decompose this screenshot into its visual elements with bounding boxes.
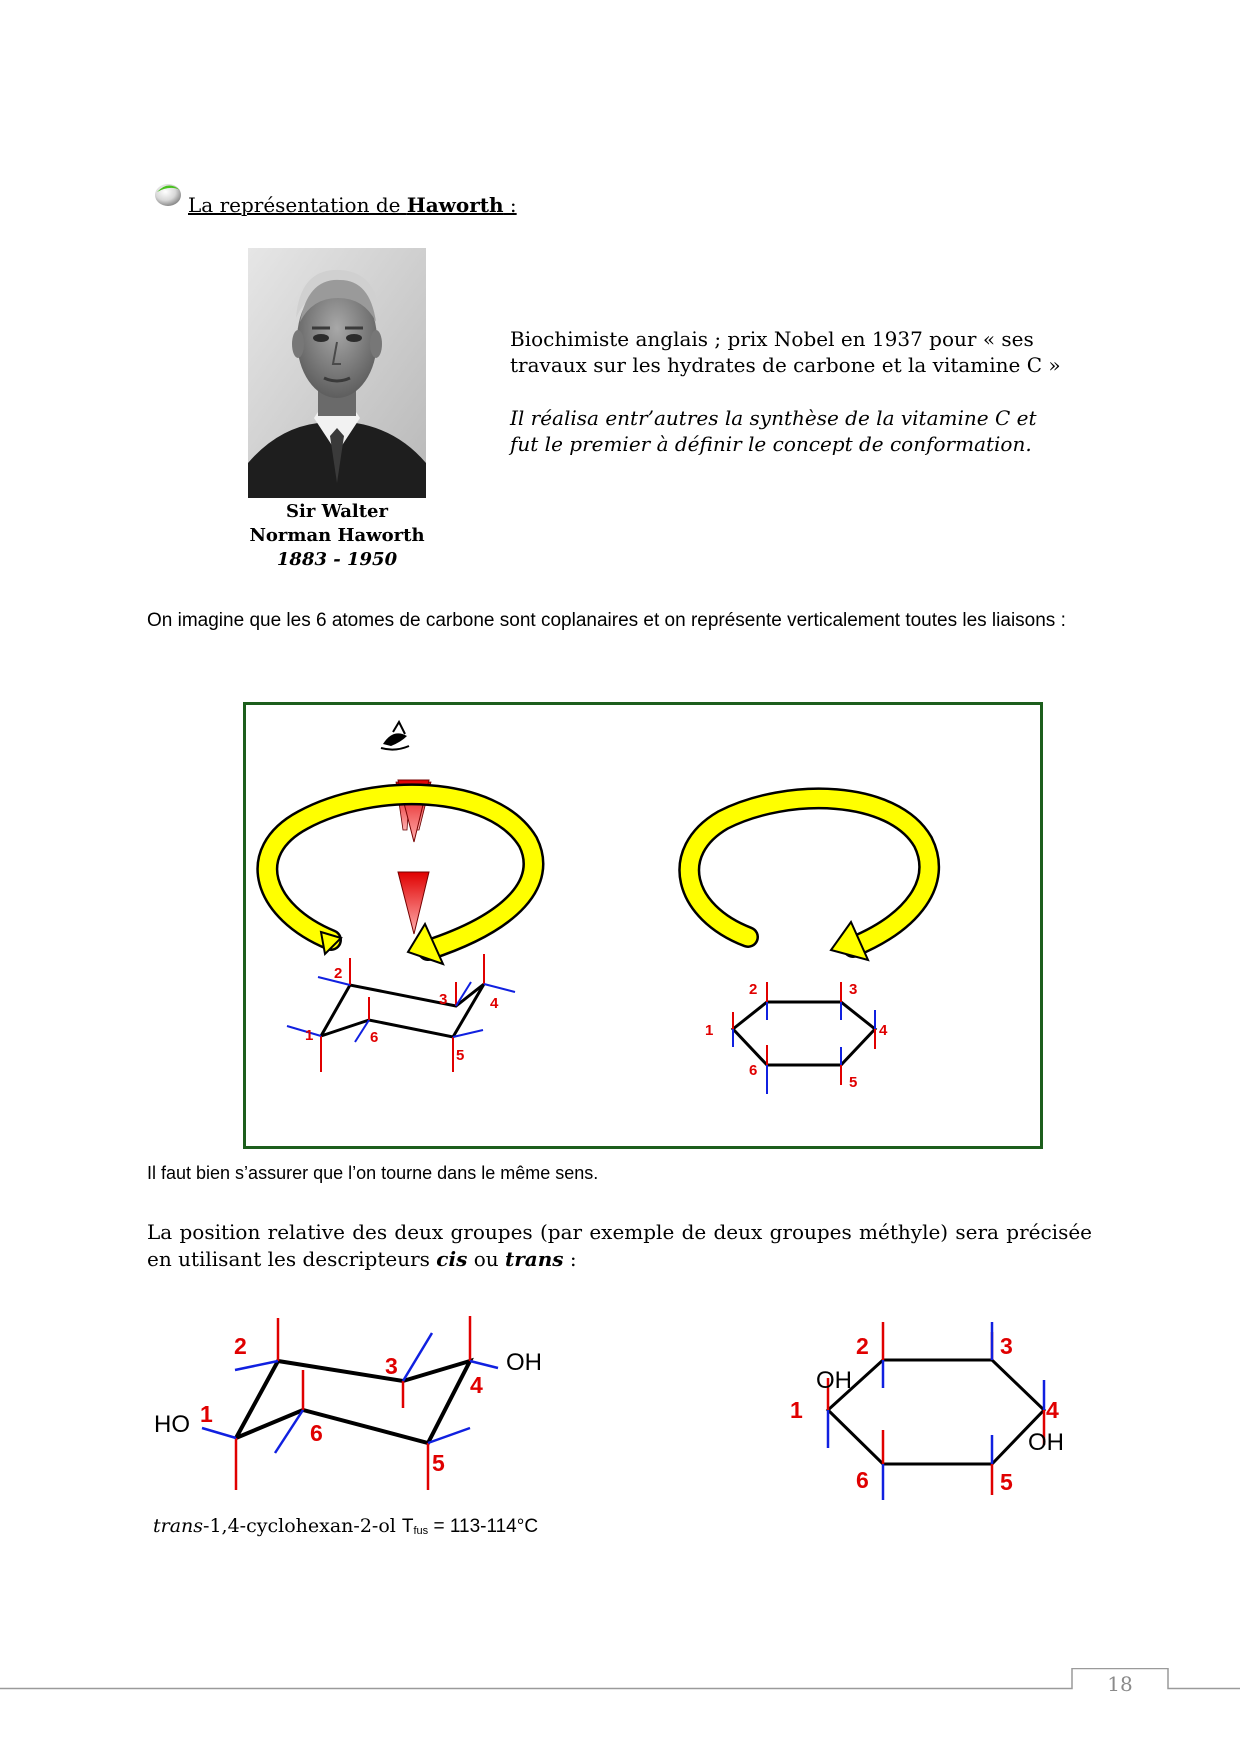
fig1-left-label-1: 1 bbox=[305, 1027, 314, 1044]
molcap-value: = 113-114°C bbox=[428, 1516, 539, 1537]
haworth-molecule bbox=[780, 1310, 1080, 1500]
page-footer bbox=[0, 1668, 1240, 1728]
fig1-right-label-4: 4 bbox=[879, 1022, 888, 1039]
bullet-icon bbox=[152, 178, 184, 208]
fig1-left-label-2: 2 bbox=[334, 965, 343, 982]
molcap-t: T bbox=[401, 1516, 414, 1537]
haworth-group-bottom: OH bbox=[1028, 1429, 1064, 1456]
hexagon-ring bbox=[828, 1360, 1044, 1464]
fig1-right-label-5: 5 bbox=[849, 1074, 858, 1091]
chair-group-right: OH bbox=[506, 1349, 542, 1376]
caption-line1: Sir Walter bbox=[286, 501, 388, 522]
molecule-caption bbox=[153, 1515, 538, 1538]
caption-years: 1883 - 1950 bbox=[276, 549, 398, 570]
para3-text2: ou bbox=[467, 1247, 505, 1271]
bio-line2: Il réalisa entr’autres la synthèse de la vitamine C et fut le premier à définir le concept de conformation. bbox=[510, 406, 1037, 456]
trans-term: trans bbox=[504, 1247, 564, 1271]
section-title bbox=[188, 193, 517, 217]
fig1-right-label-2: 2 bbox=[749, 981, 758, 998]
para3-text3: : bbox=[563, 1247, 577, 1271]
haworth-portrait bbox=[248, 248, 426, 498]
chair-ring bbox=[236, 1361, 470, 1443]
paragraph-coplanar: On imagine que les 6 atomes de carbone sont coplanaires et on représente verticalement toutes les liaisons : bbox=[147, 610, 1066, 631]
chair-label-4: 4 bbox=[470, 1372, 483, 1398]
bio-line1: Biochimiste anglais ; prix Nobel en 1937 pour « ses travaux sur les hydrates de carbone et la vitamine C » bbox=[510, 327, 1061, 377]
molcap-name: -1,4-cyclohexan-2-ol bbox=[203, 1515, 402, 1537]
paragraph-cis-trans bbox=[147, 1219, 1092, 1273]
para3-text1: La position relative des deux groupes (par exemple de deux groupes méthyle) sera précisée en utilisant les descripteurs bbox=[147, 1220, 1092, 1271]
fig1-left-label-3: 3 bbox=[439, 991, 448, 1008]
title-name: Haworth bbox=[406, 193, 504, 217]
fig1-right-label-1: 1 bbox=[705, 1022, 714, 1039]
chair-molecule bbox=[150, 1298, 570, 1498]
haworth-label-2: 2 bbox=[856, 1333, 869, 1359]
haworth-label-4: 4 bbox=[1046, 1397, 1059, 1423]
title-suffix: : bbox=[503, 193, 517, 217]
chair-label-5: 5 bbox=[432, 1450, 445, 1476]
haworth-label-5: 5 bbox=[1000, 1469, 1013, 1495]
molcap-trans: trans bbox=[153, 1515, 204, 1537]
haworth-label-3: 3 bbox=[1000, 1333, 1013, 1359]
haworth-figure bbox=[243, 702, 1043, 1149]
cis-term: cis bbox=[436, 1247, 468, 1271]
chair-label-2: 2 bbox=[234, 1333, 247, 1359]
haworth-label-6: 6 bbox=[856, 1467, 869, 1493]
paragraph-same-direction: Il faut bien s’assurer que l’on tourne dans le même sens. bbox=[147, 1163, 599, 1183]
fig1-right-label-3: 3 bbox=[849, 981, 858, 998]
fig1-left-label-4: 4 bbox=[490, 995, 499, 1012]
chair-label-1: 1 bbox=[200, 1401, 213, 1427]
title-prefix: La représentation de bbox=[188, 193, 407, 217]
haworth-label-1: 1 bbox=[790, 1397, 803, 1423]
bio-text bbox=[510, 326, 1070, 457]
caption-line2: Norman Haworth bbox=[249, 525, 425, 546]
chair-group-left: HO bbox=[154, 1411, 190, 1438]
chair-label-6: 6 bbox=[310, 1420, 323, 1446]
fig1-left-label-6: 6 bbox=[370, 1029, 379, 1046]
haworth-group-top: OH bbox=[816, 1367, 852, 1394]
molcap-fus: fus bbox=[413, 1525, 429, 1537]
chair-label-3: 3 bbox=[385, 1353, 398, 1379]
portrait-caption bbox=[228, 500, 446, 572]
fig1-left-label-5: 5 bbox=[456, 1047, 465, 1064]
page-number: 18 bbox=[1107, 1672, 1133, 1696]
fig1-right-label-6: 6 bbox=[749, 1062, 758, 1079]
